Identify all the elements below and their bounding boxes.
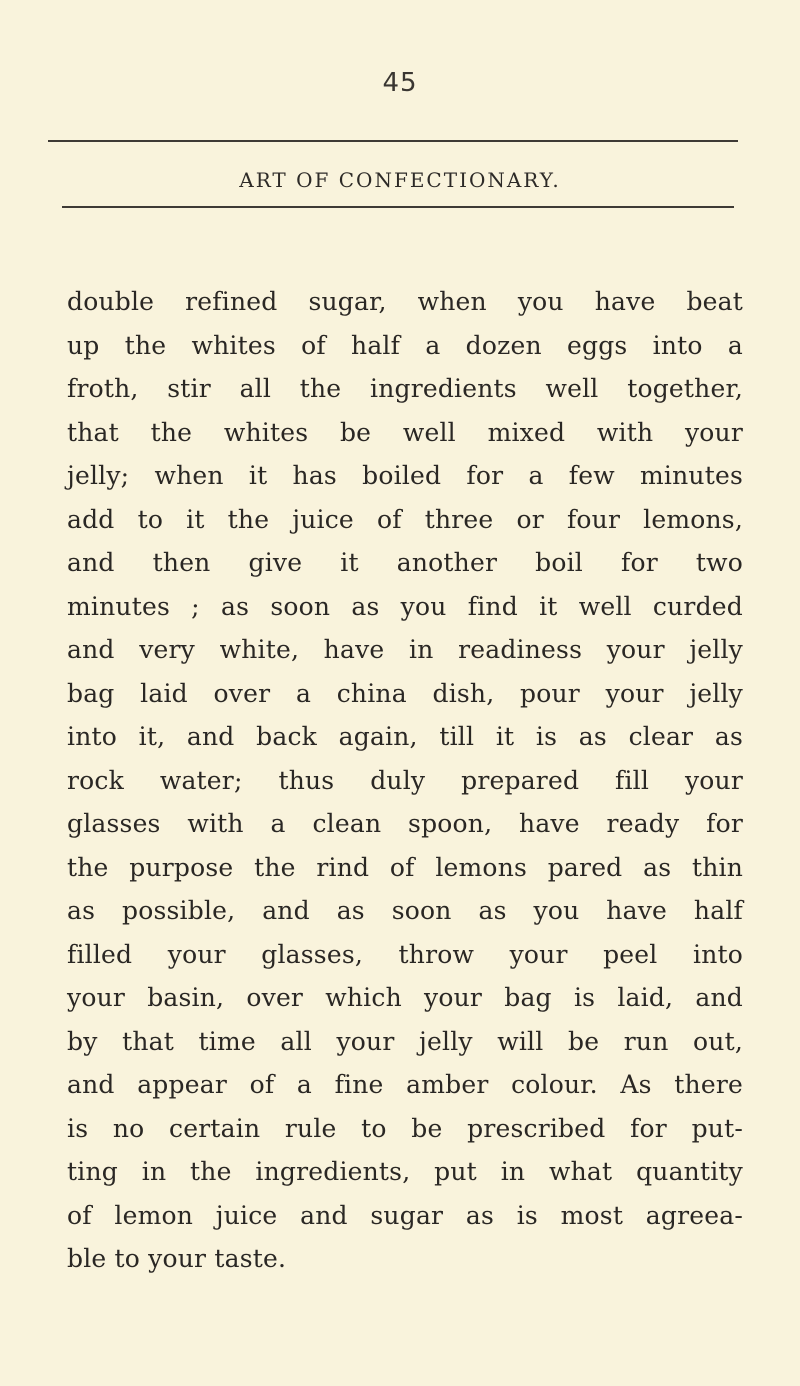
header-rule-top <box>48 140 738 142</box>
text-line: bag laid over a china dish, pour your jelly <box>67 678 743 708</box>
text-line: rock water; thus duly prepared fill your <box>67 765 743 795</box>
text-line: minutes ; as soon as you find it well curded <box>67 591 743 621</box>
body-paragraph <box>67 280 743 1281</box>
text-line: up the whites of half a dozen eggs into a <box>67 330 743 360</box>
text-line: ble to your taste. <box>67 1244 287 1273</box>
text-line: into it, and back again, till it is as clear as <box>67 722 743 751</box>
header-rule-bottom <box>62 206 734 208</box>
text-line: filled your glasses, throw your peel into <box>67 939 743 969</box>
text-line: jelly; when it has boiled for a few minutes <box>67 461 743 490</box>
text-line: as possible, and as soon as you have half <box>67 896 743 925</box>
text-line: that the whites be well mixed with your <box>67 417 743 447</box>
text-line: add to it the juice of three or four lemons, <box>67 504 743 534</box>
text-line: froth, stir all the ingredients well together, <box>67 374 743 403</box>
text-line: and very white, have in readiness your jelly <box>67 635 743 664</box>
text-line: is no certain rule to be prescribed for put- <box>67 1113 743 1143</box>
page-number: 45 <box>382 68 418 98</box>
text-line: by that time all your jelly will be run out, <box>67 1026 743 1056</box>
running-title: ART OF CONFECTIONARY. <box>239 168 561 192</box>
text-line: your basin, over which your bag is laid, and <box>67 983 743 1012</box>
text-line: and then give it another boil for two <box>67 548 743 577</box>
text-line: the purpose the rind of lemons pared as thin <box>67 852 743 882</box>
text-line: of lemon juice and sugar as is most agreea- <box>67 1200 743 1230</box>
text-line: ting in the ingredients, put in what quantity <box>67 1157 743 1186</box>
text-line: and appear of a fine amber colour. As there <box>67 1070 743 1099</box>
text-line: glasses with a clean spoon, have ready for <box>67 809 743 838</box>
text-line: double refined sugar, when you have beat <box>67 287 743 316</box>
